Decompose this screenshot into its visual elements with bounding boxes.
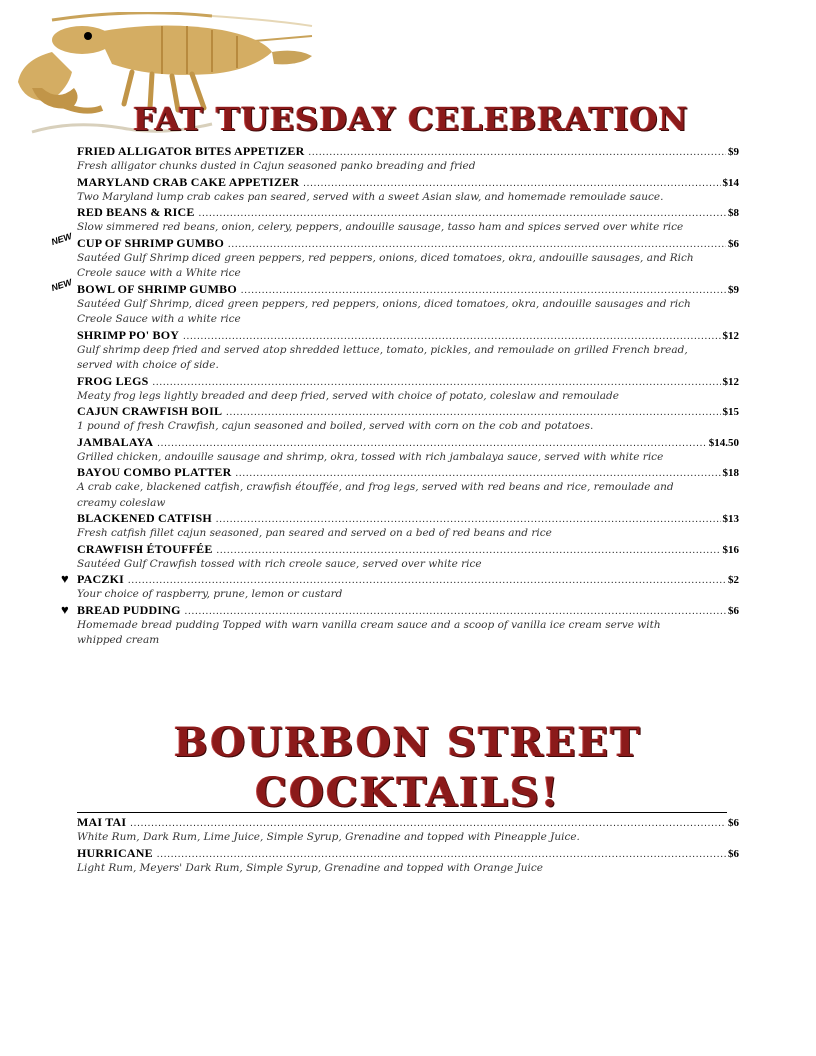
menu-item [77, 511, 739, 542]
cocktails-heading-line2: COCKTAILS! [255, 769, 561, 816]
item-price: $2 [728, 574, 739, 586]
item-description: Light Rum, Meyers' Dark Rum, Simple Syrup, Grenadine and topped with Orange Juice [77, 861, 543, 874]
item-name: CUP OF SHRIMP GUMBO [77, 235, 225, 250]
item-description: A crab cake, blackened catfish, crawfish étouffée, and frog legs, served with red beans and rice, remoulade and creamy coleslaw [77, 481, 674, 509]
item-price: $9 [728, 146, 739, 158]
item-name: MAI TAI [77, 815, 127, 829]
item-price: $18 [722, 467, 739, 479]
item-description: Fresh alligator chunks dusted in Cajun seasoned panko breading and fried [77, 160, 476, 172]
dot-leader [199, 206, 726, 221]
new-badge: NEW [49, 230, 74, 247]
item-name: HURRICANE [77, 845, 153, 860]
item-name: BOWL OF SHRIMP GUMBO [77, 281, 237, 296]
menu-item [49, 230, 739, 282]
item-price: $16 [722, 543, 739, 556]
menu-item [49, 276, 739, 328]
heart-icon: ♥ [61, 571, 69, 586]
item-price: $6 [728, 817, 739, 829]
menu-item [61, 601, 739, 649]
page-title: FAT TUESDAY CELEBRATION [133, 100, 689, 138]
dot-leader [241, 283, 726, 298]
dot-leader [236, 466, 721, 481]
item-description: 1 pound of fresh Crawfish, cajun seasoned and boiled, served with corn on the cob and potatoes. [77, 420, 594, 432]
item-name: PACZKI [77, 572, 124, 586]
dot-leader [130, 816, 726, 831]
item-price: $9 [728, 283, 739, 296]
menu-item [77, 175, 739, 206]
dot-leader [228, 237, 726, 252]
dot-leader [157, 436, 706, 451]
dot-leader [226, 405, 720, 420]
item-price: $13 [722, 513, 739, 525]
item-description: White Rum, Dark Rum, Lime Juice, Simple Syrup, Grenadine and topped with Pineapple Juice. [77, 831, 580, 843]
menu-item [77, 205, 739, 236]
item-price: $14.50 [708, 436, 739, 449]
menu-item [77, 374, 739, 405]
item-name: BLACKENED CATFISH [77, 511, 212, 525]
new-badge: NEW [49, 276, 74, 293]
menu-item [77, 328, 739, 374]
dot-leader [217, 543, 721, 558]
item-price: $14 [722, 176, 739, 189]
heart-icon: ♥ [61, 601, 69, 617]
item-price: $6 [728, 604, 739, 617]
menu-item [77, 846, 739, 877]
item-name: MARYLAND CRAB CAKE APPETIZER [77, 174, 300, 189]
menu-item [77, 404, 739, 435]
item-description: Grilled chicken, andouille sausage and shrimp, okra, tossed with rich jambalaya sauce, served with white rice [77, 450, 664, 463]
item-name: BAYOU COMBO PLATTER [77, 465, 232, 479]
menu-item [77, 435, 739, 466]
item-name: RED BEANS & RICE [77, 205, 195, 219]
item-name: BREAD PUDDING [77, 602, 181, 617]
item-name: FRIED ALLIGATOR BITES APPETIZER [77, 144, 305, 158]
item-description: Your choice of raspberry, prune, lemon or custard [77, 588, 343, 600]
item-name: CAJUN CRAWFISH BOIL [77, 404, 223, 418]
item-price: $12 [722, 329, 739, 342]
dot-leader [309, 145, 727, 160]
item-name: SHRIMP PO' BOY [77, 327, 180, 342]
item-price: $6 [728, 237, 739, 250]
item-description: Sautéed Gulf Crawfish tossed with rich creole sauce, served over white rice [77, 557, 482, 570]
item-price: $15 [722, 406, 739, 418]
dot-leader [185, 604, 726, 619]
item-description: Sautéed Gulf Shrimp, diced green peppers, red peppers, onions, diced tomatoes, okra, andouille sausages and rich Creole Sauce with a white rice [77, 297, 691, 325]
item-description: Slow simmered red beans, onion, celery, peppers, andouille sausage, tasso ham and spices served over white rice [77, 221, 684, 233]
food-menu [49, 144, 739, 649]
dot-leader [183, 329, 720, 344]
item-description: Two Maryland lump crab cakes pan seared, served with a sweet Asian slaw, and homemade remoulade sauce. [77, 190, 664, 203]
cocktails-heading [150, 718, 666, 818]
menu-item [77, 465, 739, 511]
section-divider [77, 812, 727, 813]
item-description: Fresh catfish fillet cajun seasoned, pan seared and served on a bed of red beans and rice [77, 527, 552, 539]
menu-item [77, 815, 739, 846]
item-name: CRAWFISH ÉTOUFFÉE [77, 541, 213, 556]
item-name: FROG LEGS [77, 373, 149, 388]
menu-item [77, 144, 739, 175]
item-price: $8 [728, 207, 739, 219]
item-description: Sautéed Gulf Shrimp diced green peppers, red peppers, onions, diced tomatoes, okra, andouille sausages, and Rich Creole sauce with a White rice [77, 251, 694, 279]
dot-leader [157, 847, 726, 862]
dot-leader [128, 573, 726, 588]
item-description: Meaty frog legs lightly breaded and deep fried, served with choice of potato, coleslaw and remoulade [77, 389, 619, 402]
menu-item [61, 571, 739, 603]
item-description: Homemade bread pudding Topped with warn vanilla cream sauce and a scoop of vanilla ice cream serve with whipped cream [77, 618, 661, 646]
item-price: $6 [728, 847, 739, 860]
menu-item [77, 542, 739, 573]
item-name: JAMBALAYA [77, 434, 154, 449]
item-description: Gulf shrimp deep fried and served atop shredded lettuce, tomato, pickles, and remoulade on grilled French bread, served with choice of side. [77, 343, 688, 371]
dot-leader [303, 176, 720, 191]
dot-leader [216, 512, 721, 527]
cocktails-heading-line1: BOURBON STREET [173, 719, 643, 766]
dot-leader [152, 375, 720, 390]
cocktail-menu [77, 815, 739, 876]
item-price: $12 [722, 375, 739, 388]
